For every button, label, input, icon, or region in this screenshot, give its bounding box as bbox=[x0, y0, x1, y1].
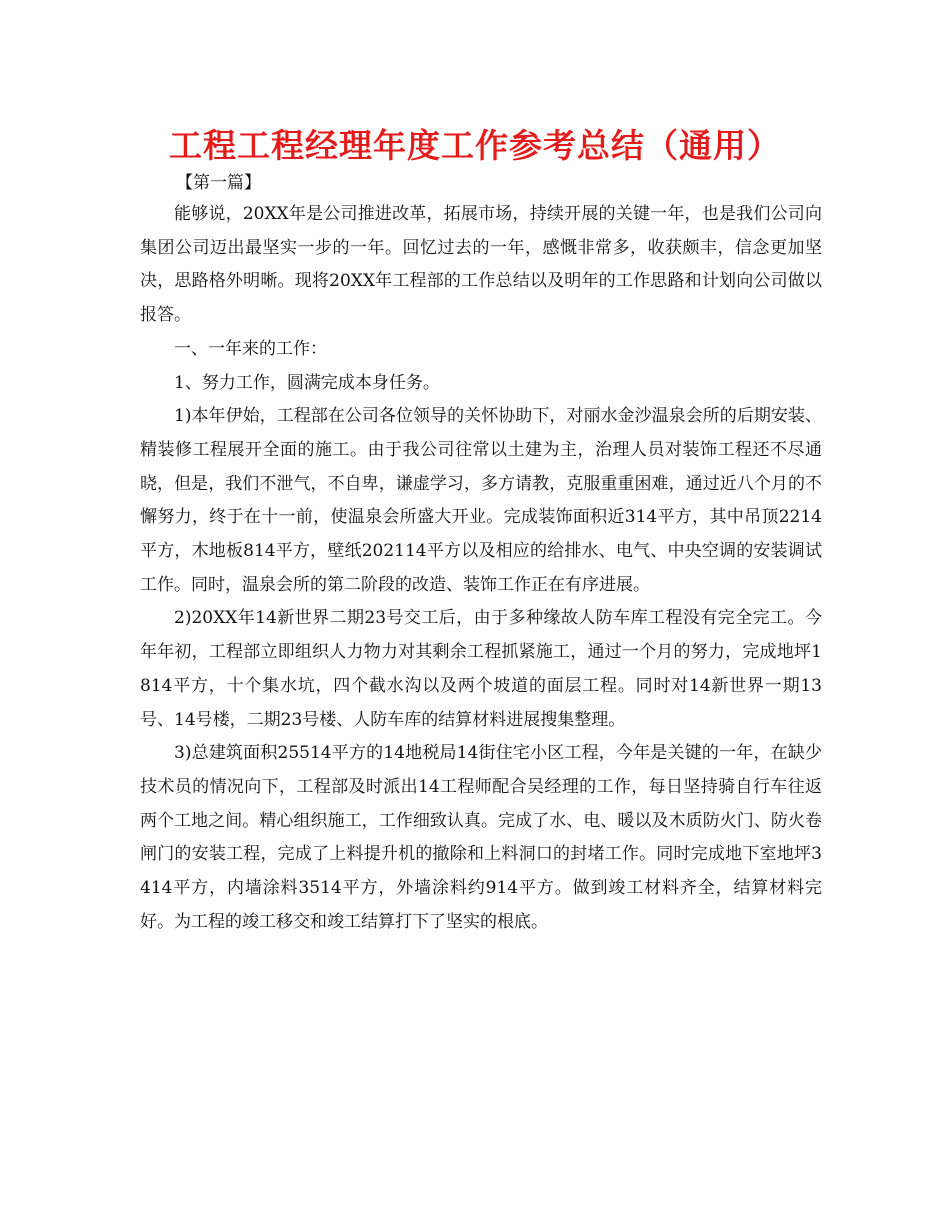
paragraph-subheading-tasks: 1、努力工作，圆满完成本身任务。 bbox=[174, 372, 440, 393]
paragraph-intro: 能够说，20XX年是公司推进改革，拓展市场，持续开展的关键一年，也是我们公司向集团公司迈出最坚实一步的一年。回忆过去的一年，感慨非常多，收获颇丰，信念更加坚决，思路格外明晰。现将20XX年工程部的工作总结以及明年的工作思路和计划向公司做以报答。 bbox=[140, 204, 822, 326]
section-label: 【第一篇】 bbox=[176, 173, 261, 193]
paragraph-item-3: 3)总建筑面积25514平方的14地税局14街住宅小区工程，今年是关键的一年，在缺少技术员的情况向下，工程部及时派出14工程师配合吴经理的工作，每日坚持骑自行车往返两个工地之间。精心组织施工，工作细致认真。完成了水、电、暖以及木质防火门、防火卷闸门的安装工程，完成了上料提升机的撤除和上料洞口的封堵工作。同时完成地下室地坪3414平方，内墙涂料3514平方，外墙涂料约914平方。做到竣工材料齐全，结算材料完好。为工程的竣工移交和竣工结算打下了坚实的根底。 bbox=[140, 743, 822, 932]
document-title: 工程工程经理年度工作参考总结（通用） bbox=[169, 126, 781, 165]
paragraph-item-2: 2)20XX年14新世界二期23号交工后，由于多种缘故人防车库工程没有完全完工。今年年初，工程部立即组织人力物力对其剩余工程抓紧施工，通过一个月的努力，完成地坪1814平方，十个集水坑，四个截水沟以及两个坡道的面层工程。同时对14新世界一期13号、14号楼，二期23号楼、人防车库的结算材料进展搜集整理。 bbox=[140, 608, 822, 730]
document-body bbox=[140, 198, 822, 939]
paragraph-item-1: 1)本年伊始，工程部在公司各位领导的关怀协助下，对丽水金沙温泉会所的后期安装、精装修工程展开全面的施工。由于我公司往常以土建为主，治理人员对装饰工程还不尽通晓，但是，我们不泄气，不自卑，谦虚学习，多方请教，克服重重困难，通过近八个月的不懈努力，终于在十一前，使温泉会所盛大开业。完成装饰面积近314平方，其中吊顶2214平方，木地板814平方，壁纸202114平方以及相应的给排水、电气、中央空调的安装调试工作。同时，温泉会所的第二阶段的改造、装饰工作正在有序进展。 bbox=[140, 406, 822, 595]
paragraph-heading-work: 一、一年来的工作： bbox=[174, 338, 327, 359]
